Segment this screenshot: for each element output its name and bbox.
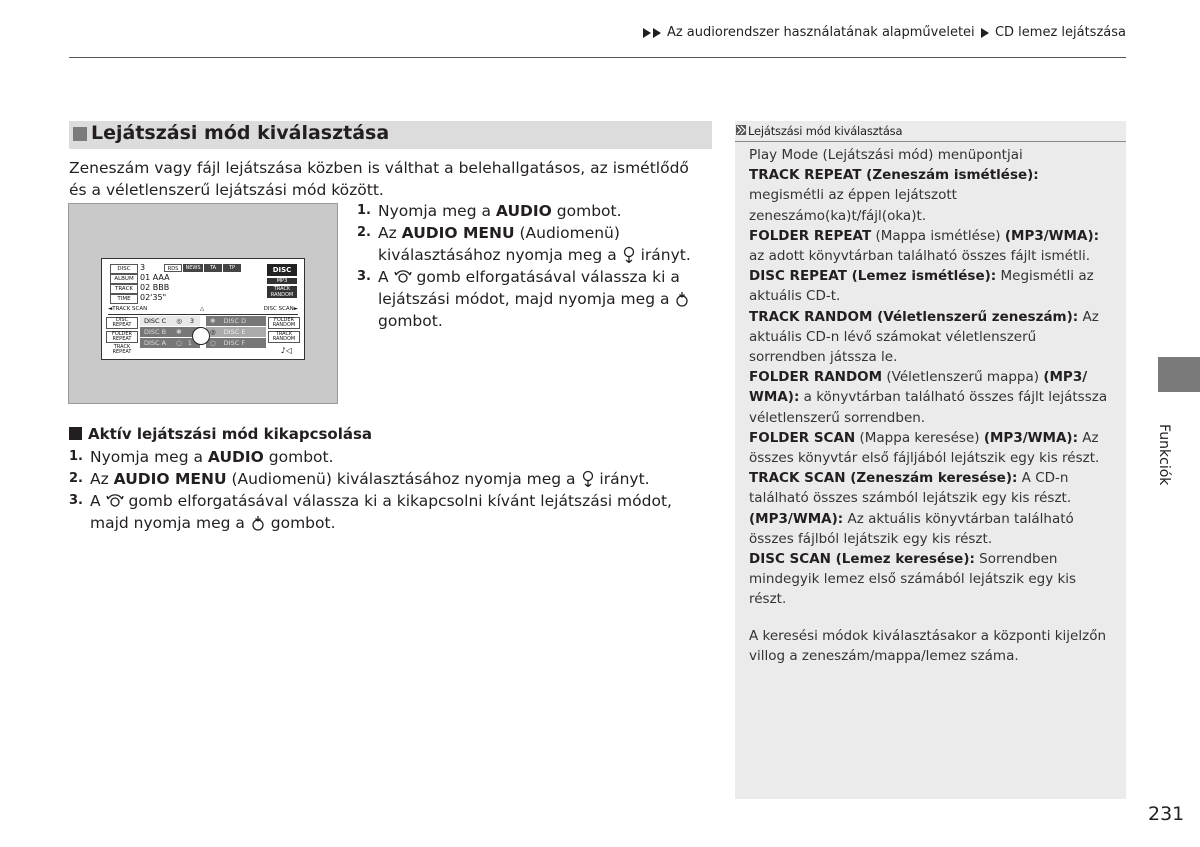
disc-b-bar: DISC B ❃ (140, 327, 200, 337)
subsection-steps (69, 446, 689, 534)
disc-a-bar: DISC A ○ 1 (140, 338, 200, 348)
breadcrumb-part-1: Az audiorendszer használatának alapműveletei (666, 25, 975, 40)
audio-display-illustration (68, 203, 338, 404)
side-notes-title: Lejátszási mód kiválasztása (748, 124, 903, 138)
breadcrumb (643, 25, 1126, 40)
folder-repeat-option: FOLDER REPEAT (106, 331, 138, 343)
step-3: 3. A gomb elforgatásával válassza ki a lejátszási módot, majd nyomja meg a gombot. (357, 266, 697, 332)
album-label: ALBUM (110, 274, 138, 284)
rds-indicator: RDS (164, 264, 182, 272)
note-marker-icon (736, 125, 746, 135)
note-item: FOLDER REPEAT (Mappa ismétlése) (MP3/WMA): az adott könyvtárban található összes fájlt ismétli. (749, 227, 1100, 265)
section-intro: Zeneszám vagy fájl lejátszása közben is válthat a belehallgatásos, az ismétlődő és a véletlenszerű lejátszási mód között. (69, 159, 689, 199)
page-number: 231 (1148, 803, 1185, 825)
disc-label: DISC (110, 264, 138, 274)
disc-c-bar: DISC C ◎ 3 (140, 316, 200, 326)
news-indicator: NEWS (183, 264, 203, 272)
side-notes-panel (735, 121, 1126, 799)
selector-knob-icon (192, 327, 210, 345)
note-item: FOLDER SCAN (Mappa keresése) (MP3/WMA): Az összes könyvtár első fájljából lejátszik egy kis részt. (749, 429, 1100, 467)
disc-badge: DISC (267, 264, 297, 276)
tp-indicator: TP (223, 264, 241, 272)
track-scan-label: ◄TRACK SCAN (108, 306, 148, 312)
up-icon: △ (200, 306, 205, 312)
chapter-tab (1158, 357, 1200, 392)
triangle-icon (981, 28, 989, 38)
sub-step-1: 1. Nyomja meg a AUDIO gombot. (69, 448, 334, 466)
steps-list (357, 200, 697, 332)
sub-step-2: 2. Az AUDIO MENU (Audiomenü) kiválasztásához nyomja meg a irányt. (69, 470, 650, 488)
disc-scan-label: DISC SCAN► (263, 306, 298, 312)
note-item: TRACK SCAN (Zeneszám keresése): A CD-n található összes számból lejátszik egy kis részt. (749, 470, 1072, 507)
step-1: 1. Nyomja meg a AUDIO gombot. (357, 202, 622, 220)
push-knob-icon (250, 515, 266, 531)
triangle-icon (643, 28, 651, 38)
side-notes-body (749, 145, 1109, 666)
track-value: 02 BBB (140, 283, 170, 292)
chapter-tab-label: Funkciók (1156, 424, 1172, 486)
joystick-down-icon (622, 246, 636, 263)
header-rule (69, 57, 1126, 58)
folder-random-option: FOLDER RANDOM (268, 317, 300, 329)
subsection-title: Aktív lejátszási mód kikapcsolása (69, 425, 372, 443)
side-intro: Play Mode (Lejátszási mód) menüpontjai (749, 147, 1023, 163)
side-notes-header (735, 121, 1126, 142)
track-random-badge: TRACK RANDOM (267, 286, 297, 298)
section-title: Lejátszási mód kiválasztása (91, 122, 390, 144)
note-item: FOLDER RANDOM (Véletlenszerű mappa) (MP3/ WMA): a könyvtárban található összes fájlt lejátssza véletlenszerű sorrendben. (749, 369, 1108, 426)
rotate-knob-icon (394, 269, 412, 285)
music-note-icon: ♪◁ (280, 346, 292, 355)
time-value: 02'35" (140, 293, 167, 302)
note-item: DISC REPEAT (Lemez ismétlése): Megismétli az aktuális CD-t. (749, 268, 1094, 305)
track-label: TRACK (110, 284, 138, 294)
mp3-badge: MP3 (267, 278, 297, 284)
rotate-knob-icon (106, 493, 124, 509)
disc-f-bar: ○ DISC F (206, 338, 266, 348)
sub-step-3: 3. A gomb elforgatásával válassza ki a kikapcsolni kívánt lejátszási módot, majd nyomja meg a gombot. (69, 492, 672, 532)
section-title-bar (69, 121, 712, 149)
disc-repeat-option: DISC REPEAT (106, 317, 138, 329)
breadcrumb-part-2: CD lemez lejátszása (994, 25, 1126, 40)
track-repeat-option: TRACK REPEAT (106, 345, 138, 357)
side-note: A keresési módok kiválasztásakor a központi kijelzőn villog a zeneszám/mappa/lemez száma. (749, 627, 1107, 664)
note-item: TRACK RANDOM (Véletlenszerű zeneszám): Az aktuális CD-n lévő számokat véletlenszerű sorrendben játssza le. (749, 308, 1099, 366)
scan-row (108, 306, 298, 315)
ta-indicator: TA (204, 264, 222, 272)
joystick-down-icon (581, 470, 595, 487)
square-icon (73, 127, 87, 141)
time-label: TIME (110, 294, 138, 304)
push-knob-icon (674, 291, 690, 307)
note-item: TRACK REPEAT (Zeneszám ismétlése): megismétli az éppen lejátszott zeneszámo(ka)t/fájl(oka)t. (749, 167, 1039, 224)
disc-d-bar: ❃ DISC D (206, 316, 266, 326)
track-random-option: TRACK RANDOM (268, 331, 300, 343)
audio-screen (101, 258, 305, 360)
step-2: 2. Az AUDIO MENU (Audiomenü) kiválasztásához nyomja meg a irányt. (357, 224, 691, 264)
album-value: 01 AAA (140, 273, 170, 282)
disc-value: 3 (140, 263, 146, 272)
note-item: (MP3/WMA): Az aktuális könyvtárban található összes fájlból lejátszik egy kis részt. (749, 510, 1074, 547)
disc-e-bar: ◎ DISC E (206, 327, 266, 337)
note-item: DISC SCAN (Lemez keresése): Sorrendben mindegyik lemez első számából lejátszik egy kis részt. (749, 551, 1077, 608)
square-icon (69, 427, 82, 440)
triangle-icon (653, 28, 661, 38)
